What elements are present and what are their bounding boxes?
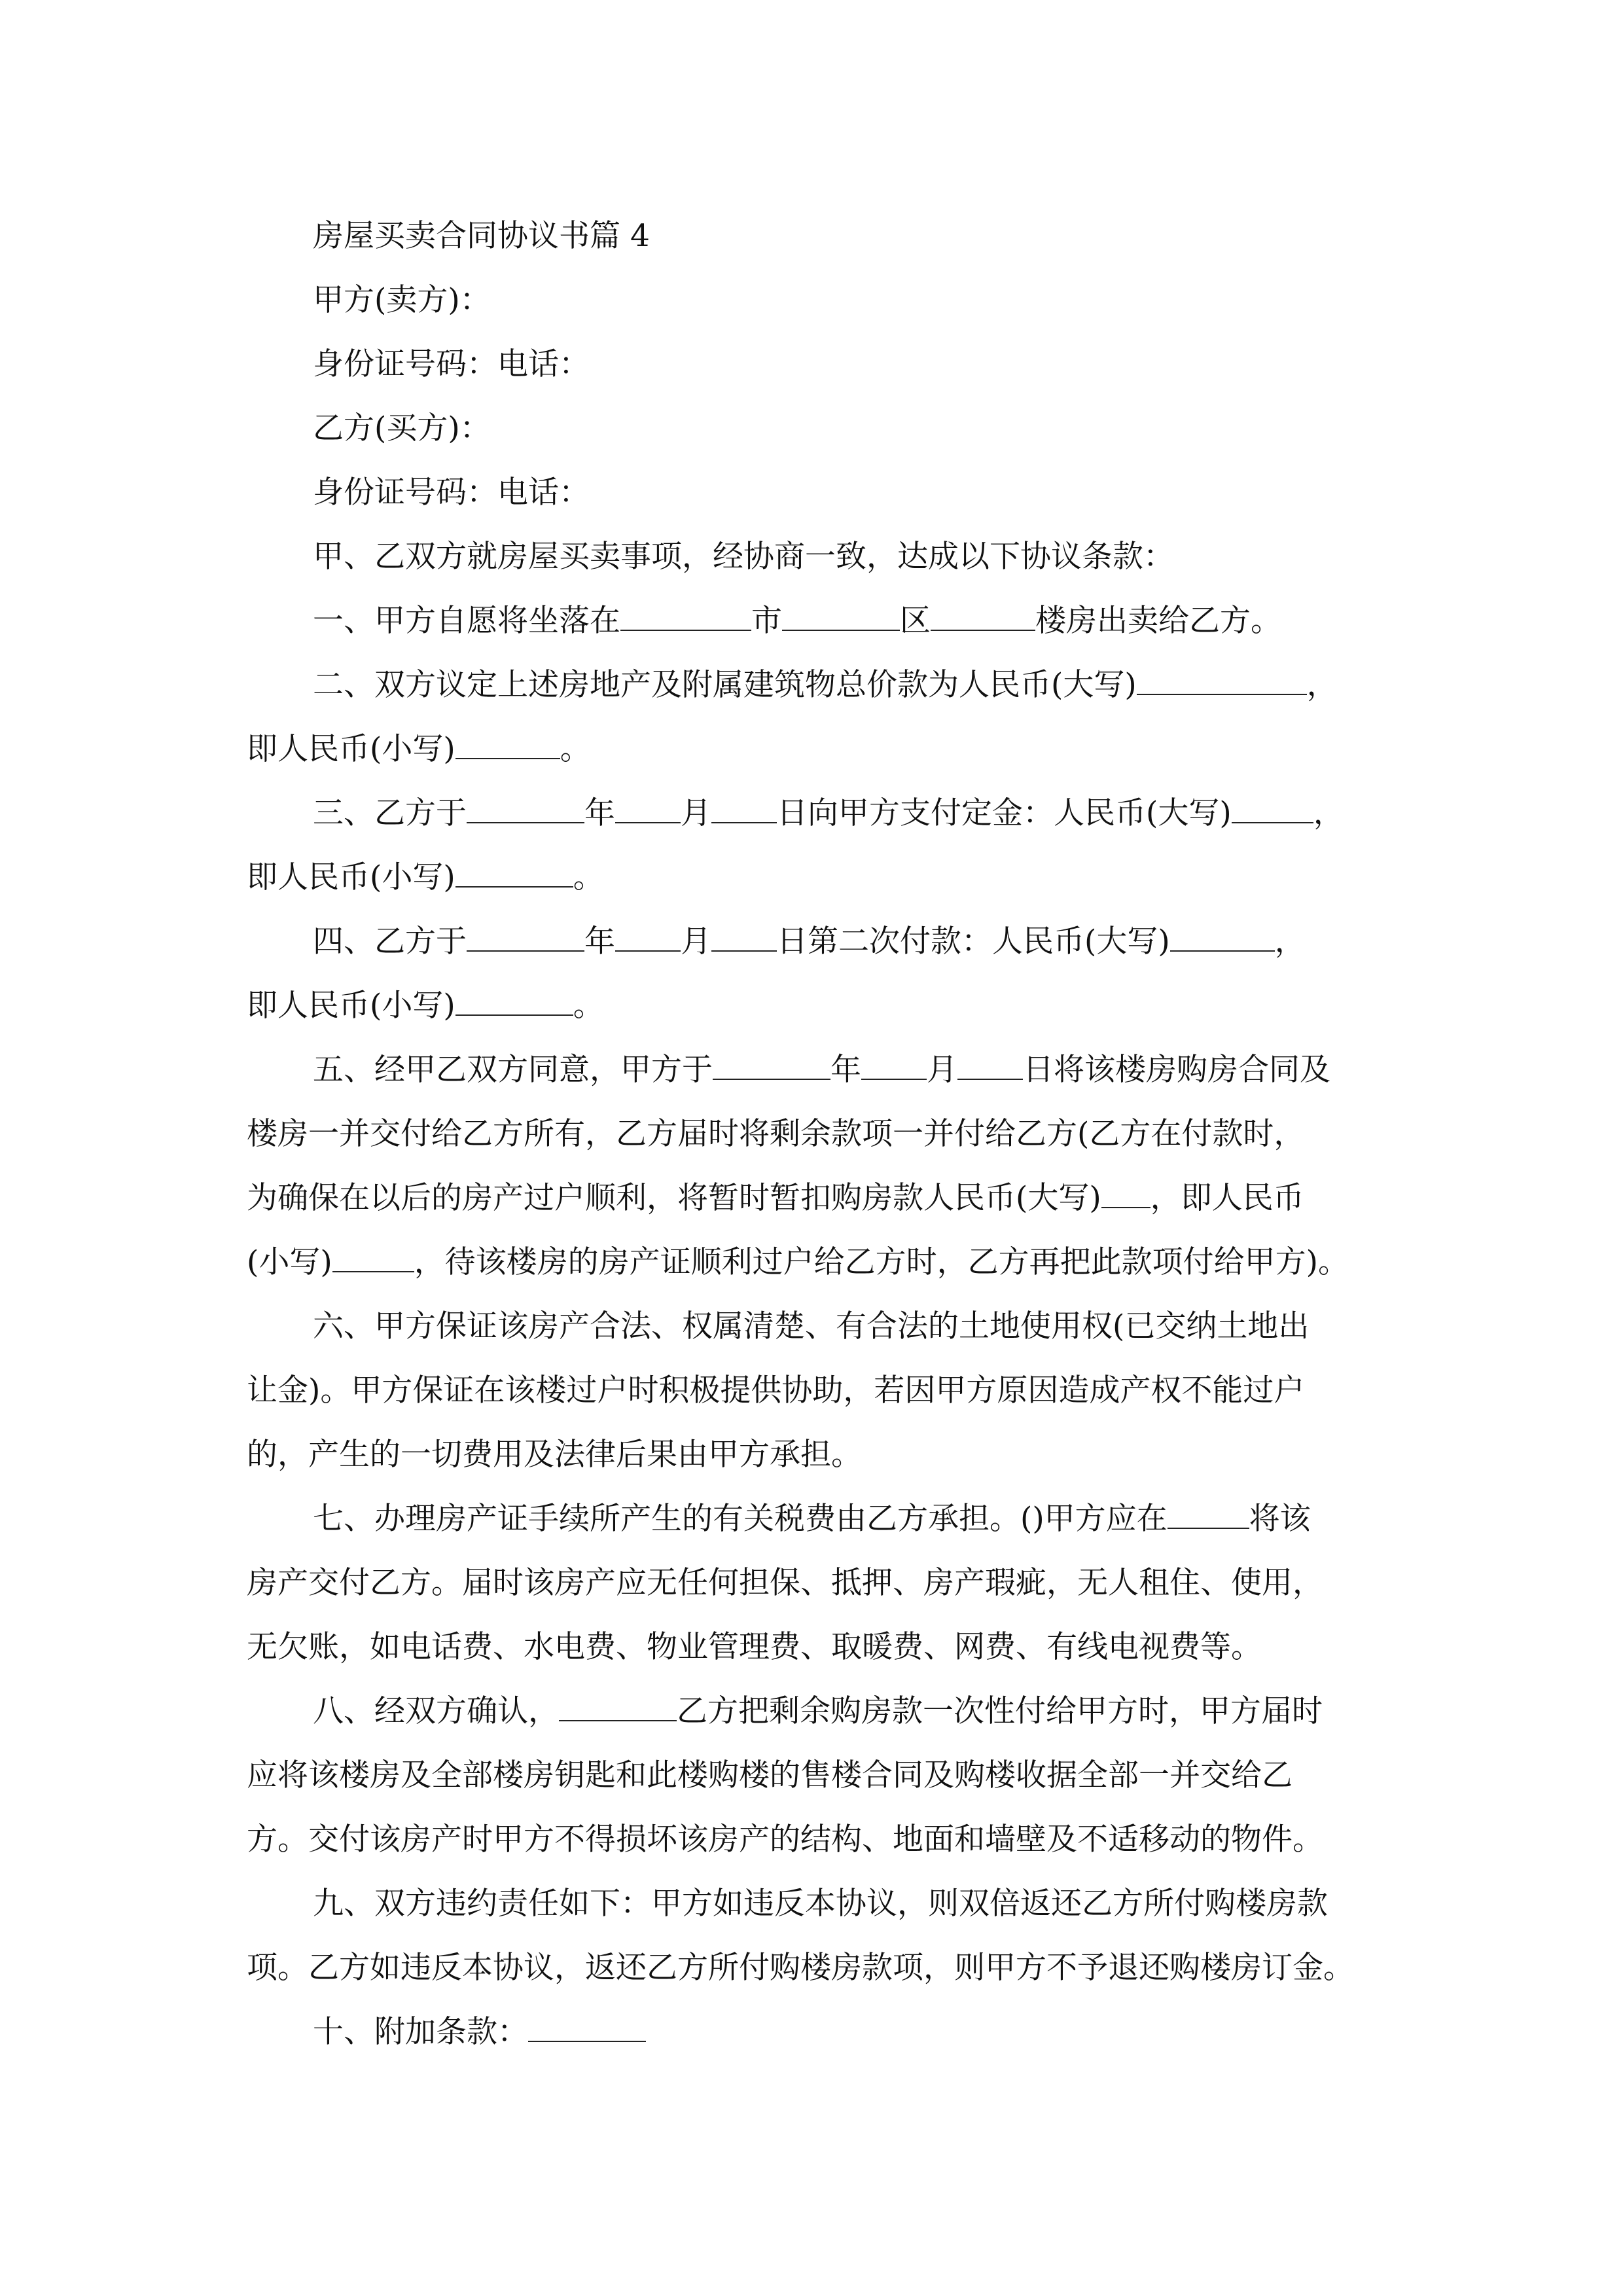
clause-2-text: 二、双方议定上述房地产及附属建筑物总价款为人民币(大写) — [313, 667, 1137, 703]
clause-3-lowercase-label: 即人民币(小写) — [247, 859, 455, 895]
clause-8 — [247, 1679, 1385, 1744]
clause-7-line-2 — [247, 1551, 1385, 1615]
seller-id-phone — [247, 332, 1385, 397]
blank-withheld-uppercase[interactable] — [1101, 1181, 1150, 1208]
clause-3-text: 三、乙方于 — [313, 795, 467, 831]
buyer-id-phone-text: 身份证号码：电话： — [313, 475, 590, 511]
clause-5-line-4-text: ，待该楼房的房产证顺利过户给乙方时，乙方再把此款项付给甲方)。 — [414, 1244, 1349, 1280]
clause-5 — [247, 1038, 1385, 1102]
blank-second-payment-uppercase[interactable] — [1170, 924, 1275, 952]
clause-5-year-label: 年 — [830, 1052, 861, 1088]
clause-4-month-label: 月 — [681, 924, 711, 960]
clause-9-line-2 — [247, 1936, 1385, 2000]
clause-3-month-label: 月 — [681, 795, 711, 831]
clause-5-month-label: 月 — [927, 1052, 957, 1088]
clause-1 — [247, 589, 1385, 653]
clause-2 — [247, 653, 1385, 717]
clause-4 — [247, 910, 1385, 974]
document-page — [247, 204, 1385, 2064]
clause-1-tail: 楼房出卖给乙方。 — [1035, 603, 1281, 639]
blank-building[interactable] — [931, 603, 1035, 631]
clause-3-deposit-text: 日向甲方支付定金：人民币(大写) — [777, 795, 1232, 831]
clause-8-line-3 — [247, 1808, 1385, 1872]
clause-5-line-3 — [247, 1166, 1385, 1230]
blank-second-payment-lowercase[interactable] — [455, 988, 573, 1016]
blank-district[interactable] — [782, 603, 900, 631]
buyer-id-phone — [247, 461, 1385, 525]
clause-4-comma: ， — [1274, 924, 1306, 960]
blank-delivery-date[interactable] — [1168, 1501, 1249, 1529]
clause-3-period: 。 — [573, 859, 604, 895]
clause-10-text: 十、附加条款： — [313, 2014, 528, 2050]
blank-total-price-uppercase[interactable] — [1137, 668, 1307, 695]
clause-5-line-4-label: (小写) — [247, 1244, 332, 1280]
seller-label — [247, 268, 1385, 332]
clause-5-line-2-text: 楼房一并交付给乙方所有，乙方届时将剩余款项一并付给乙方(乙方在付款时， — [247, 1116, 1305, 1152]
clause-2-comma: ， — [1306, 667, 1338, 703]
clause-9-line-1: 九、双方违约责任如下：甲方如违反本协议，则双倍返还乙方所付购楼房款 — [313, 1886, 1328, 1922]
clause-4-period: 。 — [573, 988, 604, 1024]
clause-1-district-label: 区 — [900, 603, 931, 639]
clause-6 — [247, 1295, 1385, 1359]
clause-3-comma: ， — [1313, 795, 1344, 831]
clause-8-line-3-text: 方。交付该房产时甲方不得损坏该房产的结构、地面和墙壁及不适移动的物件。 — [247, 1821, 1323, 1857]
clause-5-text: 五、经甲乙双方同意，甲方于 — [313, 1052, 713, 1088]
blank-second-payment-month[interactable] — [615, 924, 681, 952]
clause-6-line-2 — [247, 1359, 1385, 1423]
blank-deposit-month[interactable] — [615, 796, 681, 823]
title-text: 房屋买卖合同协议书篇 4 — [313, 218, 650, 254]
clause-5-line-2 — [247, 1102, 1385, 1166]
clause-4-payment-text: 日第二次付款：人民币(大写) — [777, 924, 1170, 960]
clause-4-line-2 — [247, 974, 1385, 1038]
clause-5-line-4 — [247, 1230, 1385, 1295]
clause-6-line-1: 六、甲方保证该房产合法、权属清楚、有合法的土地使用权(已交纳土地出 — [313, 1308, 1310, 1344]
clause-2-line-2 — [247, 717, 1385, 781]
clause-8-line-2 — [247, 1744, 1385, 1808]
clause-3-line-2 — [247, 846, 1385, 910]
clause-9-line-2-text: 项。乙方如违反本协议，返还乙方所付购楼房款项，则甲方不予退还购楼房订金。 — [247, 1950, 1354, 1986]
blank-deposit-year[interactable] — [467, 796, 584, 823]
blank-second-payment-day[interactable] — [711, 924, 777, 952]
clause-2-period: 。 — [560, 731, 591, 767]
clause-7 — [247, 1487, 1385, 1551]
blank-deposit-uppercase[interactable] — [1232, 796, 1313, 823]
blank-confirmation-date[interactable] — [559, 1694, 677, 1721]
seller-label-text: 甲方(卖方)： — [313, 282, 491, 318]
clause-7-line-1: 七、办理房产证手续所产生的有关税费由乙方承担。()甲方应在 — [313, 1501, 1168, 1537]
blank-deposit-lowercase[interactable] — [455, 860, 573, 888]
clause-4-year-label: 年 — [584, 924, 615, 960]
blank-handover-month[interactable] — [861, 1052, 927, 1080]
clause-6-line-3 — [247, 1423, 1385, 1487]
clause-9 — [247, 1872, 1385, 1936]
clause-5-line-3-tail: ，即人民币 — [1150, 1180, 1304, 1216]
buyer-label — [247, 397, 1385, 461]
clause-8-line-1: 八、经双方确认， — [313, 1693, 559, 1729]
blank-withheld-lowercase[interactable] — [332, 1245, 414, 1272]
clause-3-year-label: 年 — [584, 795, 615, 831]
clause-5-tail: 日将该楼房购房合同及 — [1023, 1052, 1330, 1088]
clause-5-line-3-text: 为确保在以后的房产过户顺利，将暂时暂扣购房款人民币(大写) — [247, 1180, 1101, 1216]
clause-1-city-label: 市 — [751, 603, 782, 639]
clause-1-text: 一、甲方自愿将坐落在 — [313, 603, 620, 639]
intro-text: 甲、乙双方就房屋买卖事项，经协商一致，达成以下协议条款： — [313, 539, 1174, 575]
seller-id-phone-text: 身份证号码：电话： — [313, 346, 590, 382]
clause-6-line-2-text: 让金)。甲方保证在该楼过户时积极提供协助，若因甲方原因造成产权不能过户 — [247, 1372, 1305, 1408]
blank-total-price-lowercase[interactable] — [455, 732, 560, 759]
clause-10 — [247, 2000, 1385, 2064]
clause-7-line-3-text: 无欠账，如电话费、水电费、物业管理费、取暖费、网费、有线电视费等。 — [247, 1629, 1262, 1665]
clause-8-line-2-text: 应将该楼房及全部楼房钥匙和此楼购楼的售楼合同及购楼收据全部一并交给乙 — [247, 1757, 1293, 1793]
blank-handover-year[interactable] — [713, 1052, 830, 1080]
clause-4-text: 四、乙方于 — [313, 924, 467, 960]
clause-4-lowercase-label: 即人民币(小写) — [247, 988, 455, 1024]
clause-7-line-3 — [247, 1615, 1385, 1679]
blank-deposit-day[interactable] — [711, 796, 777, 823]
clause-6-line-3-text: 的，产生的一切费用及法律后果由甲方承担。 — [247, 1437, 862, 1473]
blank-city[interactable] — [620, 603, 751, 631]
clause-7-line-2-text: 房产交付乙方。届时该房产应无任何担保、抵押、房产瑕疵，无人租住、使用， — [247, 1565, 1323, 1601]
intro-paragraph — [247, 525, 1385, 589]
blank-handover-day[interactable] — [957, 1052, 1023, 1080]
blank-second-payment-year[interactable] — [467, 924, 584, 952]
clause-8-line-1-tail: 乙方把剩余购房款一次性付给甲方时，甲方届时 — [677, 1693, 1323, 1729]
clause-2-lowercase-label: 即人民币(小写) — [247, 731, 455, 767]
blank-additional-terms[interactable] — [528, 2015, 646, 2042]
buyer-label-text: 乙方(买方)： — [313, 410, 491, 446]
clause-3 — [247, 781, 1385, 846]
document-title — [247, 204, 1385, 268]
clause-7-line-1-tail: 将该 — [1249, 1501, 1311, 1537]
